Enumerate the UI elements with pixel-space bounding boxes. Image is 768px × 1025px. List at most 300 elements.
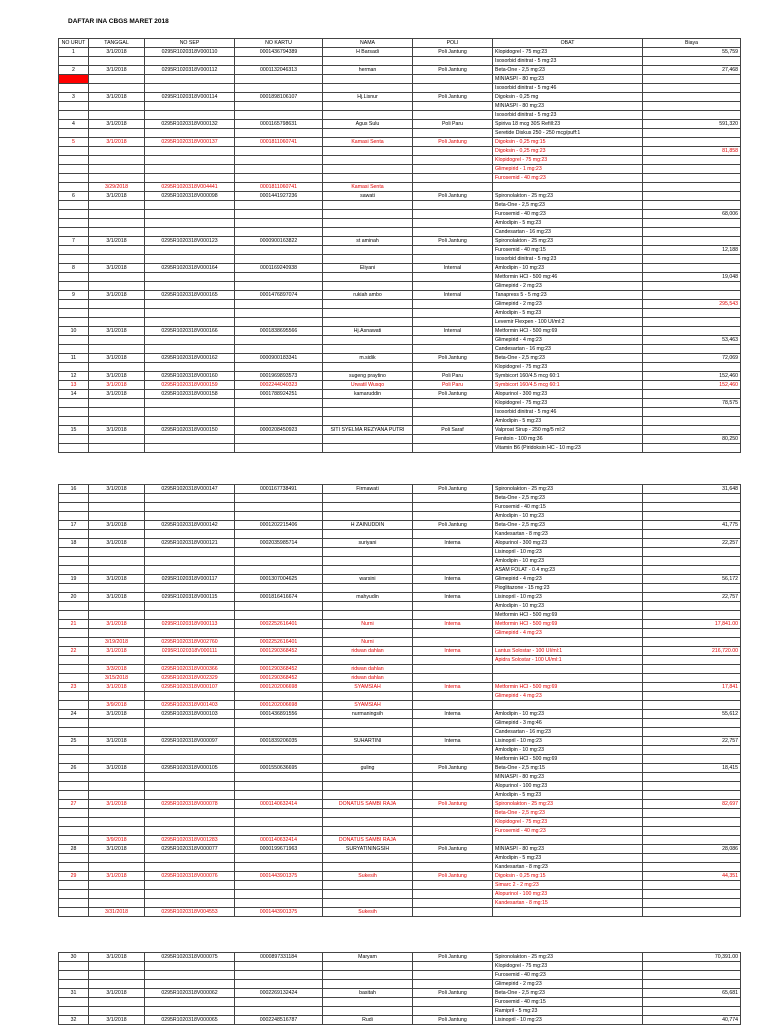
- no-kartu-cell: [235, 75, 323, 84]
- poli-cell: [413, 665, 493, 674]
- nama-cell: [323, 566, 413, 575]
- poli-cell: Internal: [413, 291, 493, 300]
- no-kartu-cell: [235, 971, 323, 980]
- no-kartu-cell: 0001290368452: [235, 647, 323, 656]
- no-kartu-cell: 0002252616401: [235, 638, 323, 647]
- obat-header: OBAT: [493, 39, 643, 48]
- biaya-cell: [643, 728, 741, 737]
- obat-cell: Furosemid - 40 mg:23: [493, 174, 643, 183]
- no-sep-cell: 0295R1020318V000115: [145, 593, 235, 602]
- tanggal-cell: [89, 818, 145, 827]
- poli-cell: [413, 494, 493, 503]
- tanggal-cell: 3/9/2018: [89, 836, 145, 845]
- no-urut-cell: [59, 201, 89, 210]
- no-kartu-cell: [235, 210, 323, 219]
- table-row: [59, 192, 741, 201]
- no-urut-cell: [59, 665, 89, 674]
- poli-cell: [413, 791, 493, 800]
- biaya-cell: 65,681: [643, 989, 741, 998]
- tanggal-cell: [89, 129, 145, 138]
- no-urut-cell: 6: [59, 192, 89, 201]
- nama-cell: sugeng praytino: [323, 372, 413, 381]
- no-kartu-cell: [235, 899, 323, 908]
- biaya-cell: [643, 836, 741, 845]
- tanggal-cell: [89, 111, 145, 120]
- no-kartu-cell: 0001788924251: [235, 390, 323, 399]
- no-sep-cell: [145, 503, 235, 512]
- tanggal-cell: 3/1/2018: [89, 485, 145, 494]
- no-urut-cell: [59, 111, 89, 120]
- nama-cell: [323, 228, 413, 237]
- biaya-cell: [643, 138, 741, 147]
- no-urut-cell: 19: [59, 575, 89, 584]
- no-urut-cell: 14: [59, 390, 89, 399]
- biaya-cell: 17,841.00: [643, 620, 741, 629]
- poli-cell: [413, 584, 493, 593]
- tanggal-cell: [89, 827, 145, 836]
- no-urut-cell: [59, 692, 89, 701]
- poli-cell: [413, 201, 493, 210]
- no-sep-cell: [145, 971, 235, 980]
- no-sep-cell: 0295R1020318V004441: [145, 183, 235, 192]
- no-urut-cell: [59, 156, 89, 165]
- biaya-cell: [643, 629, 741, 638]
- obat-cell: Furosemid - 40 mg:15: [493, 503, 643, 512]
- poli-cell: [413, 309, 493, 318]
- biaya-cell: [643, 548, 741, 557]
- nama-cell: rukiah ambo: [323, 291, 413, 300]
- obat-cell: Amlodipin - 10 mg:23: [493, 264, 643, 273]
- poli-cell: [413, 656, 493, 665]
- no-urut-cell: [59, 255, 89, 264]
- no-kartu-cell: 0001441927236: [235, 192, 323, 201]
- poli-cell: [413, 174, 493, 183]
- no-kartu-cell: [235, 998, 323, 1007]
- nama-cell: SYAMSIAH: [323, 683, 413, 692]
- no-sep-cell: [145, 629, 235, 638]
- table-row: [59, 381, 741, 390]
- table-row: [59, 539, 741, 548]
- table-row: [59, 665, 741, 674]
- no-urut-cell: [59, 318, 89, 327]
- no-urut-cell: 32: [59, 1016, 89, 1025]
- tanggal-cell: 3/1/2018: [89, 683, 145, 692]
- no-sep-cell: [145, 129, 235, 138]
- no-urut-cell: [59, 246, 89, 255]
- poli-cell: [413, 255, 493, 264]
- no-sep-cell: [145, 336, 235, 345]
- nama-cell: [323, 962, 413, 971]
- biaya-cell: [643, 692, 741, 701]
- nama-cell: [323, 174, 413, 183]
- no-urut-cell: 2: [59, 66, 89, 75]
- obat-cell: Spironolakton - 25 mg:23: [493, 237, 643, 246]
- nama-cell: [323, 773, 413, 782]
- table-row: [59, 521, 741, 530]
- biaya-cell: [643, 719, 741, 728]
- biaya-cell: 22,757: [643, 737, 741, 746]
- poli-cell: [413, 773, 493, 782]
- nama-cell: [323, 201, 413, 210]
- nama-cell: [323, 246, 413, 255]
- table-row: [59, 494, 741, 503]
- poli-cell: Poli Jantung: [413, 845, 493, 854]
- tanggal-cell: [89, 345, 145, 354]
- no-sep-cell: 0295R1020318V000078: [145, 800, 235, 809]
- obat-cell: Fenitoin - 100 mg:36: [493, 435, 643, 444]
- no-urut-cell: [59, 980, 89, 989]
- no-sep-cell: [145, 363, 235, 372]
- no-kartu-cell: [235, 854, 323, 863]
- obat-cell: Beta-One - 2,5 mg:23: [493, 989, 643, 998]
- no-urut-cell: [59, 165, 89, 174]
- obat-cell: Glimepirid - 3 mg:46: [493, 719, 643, 728]
- nama-cell: [323, 210, 413, 219]
- nama-cell: guling: [323, 764, 413, 773]
- tanggal-cell: [89, 728, 145, 737]
- obat-cell: Furosemid - 40 mg:23: [493, 210, 643, 219]
- biaya-cell: 152,460: [643, 372, 741, 381]
- poli-cell: [413, 890, 493, 899]
- biaya-cell: [643, 782, 741, 791]
- no-sep-cell: [145, 174, 235, 183]
- no-urut-cell: [59, 408, 89, 417]
- nama-cell: Maryam: [323, 953, 413, 962]
- header-row: [59, 39, 741, 48]
- tanggal-cell: 3/1/2018: [89, 845, 145, 854]
- no-sep-cell: 0295R1020318V002329: [145, 674, 235, 683]
- no-sep-cell: 0295R1020318V000164: [145, 264, 235, 273]
- tanggal-cell: 3/1/2018: [89, 66, 145, 75]
- nama-cell: [323, 557, 413, 566]
- no-urut-cell: [59, 503, 89, 512]
- poli-cell: Interna: [413, 710, 493, 719]
- biaya-cell: [643, 165, 741, 174]
- no-urut-cell: 8: [59, 264, 89, 273]
- nama-cell: SUHARTINI: [323, 737, 413, 746]
- no-kartu-cell: 0002035985714: [235, 539, 323, 548]
- obat-cell: Amlodipin - 10 mg:23: [493, 557, 643, 566]
- tanggal-cell: [89, 719, 145, 728]
- tanggal-cell: 3/1/2018: [89, 1016, 145, 1025]
- obat-cell: Amlodipin - 10 mg:23: [493, 602, 643, 611]
- no-kartu-cell: [235, 512, 323, 521]
- table-row: [59, 674, 741, 683]
- no-urut-cell: 23: [59, 683, 89, 692]
- nama-cell: Nurni: [323, 638, 413, 647]
- no-urut-cell: 13: [59, 381, 89, 390]
- biaya-cell: [643, 1007, 741, 1016]
- no-urut-cell: 21: [59, 620, 89, 629]
- tanggal-cell: [89, 791, 145, 800]
- tanggal-cell: [89, 494, 145, 503]
- nama-cell: Urwatil Wusqo: [323, 381, 413, 390]
- claims-table-3: [58, 952, 741, 1025]
- poli-cell: [413, 228, 493, 237]
- table-row: [59, 57, 741, 66]
- obat-cell: Candesartan - 16 mg:23: [493, 728, 643, 737]
- no-sep-cell: [145, 566, 235, 575]
- biaya-cell: [643, 129, 741, 138]
- no-urut-cell: 25: [59, 737, 89, 746]
- table-row: [59, 75, 741, 84]
- poli-cell: [413, 530, 493, 539]
- poli-cell: [413, 692, 493, 701]
- no-kartu-cell: [235, 980, 323, 989]
- biaya-cell: [643, 111, 741, 120]
- tanggal-cell: [89, 809, 145, 818]
- poli-cell: Poli Jantung: [413, 354, 493, 363]
- biaya-cell: 22,757: [643, 593, 741, 602]
- no-sep-cell: 0295R1020318V000123: [145, 237, 235, 246]
- biaya-cell: [643, 174, 741, 183]
- poli-cell: [413, 962, 493, 971]
- biaya-cell: [643, 557, 741, 566]
- no-sep-header: NO SEP: [145, 39, 235, 48]
- no-kartu-cell: [235, 611, 323, 620]
- no-sep-cell: 0295R1020318V000158: [145, 390, 235, 399]
- nama-cell: [323, 1007, 413, 1016]
- obat-cell: Ramipril - 5 mg:23: [493, 1007, 643, 1016]
- no-kartu-cell: 0001290368452: [235, 674, 323, 683]
- no-urut-cell: [59, 494, 89, 503]
- no-sep-cell: [145, 228, 235, 237]
- no-kartu-cell: 0001811060741: [235, 138, 323, 147]
- tanggal-cell: [89, 201, 145, 210]
- tanggal-cell: [89, 273, 145, 282]
- obat-cell: Levemir Flexpen - 100 UI/ml:2: [493, 318, 643, 327]
- tanggal-cell: [89, 228, 145, 237]
- table-row: [59, 692, 741, 701]
- poli-cell: [413, 854, 493, 863]
- poli-cell: [413, 444, 493, 453]
- biaya-cell: 591,320: [643, 120, 741, 129]
- table-row: [59, 746, 741, 755]
- biaya-cell: [643, 57, 741, 66]
- biaya-cell: [643, 327, 741, 336]
- no-sep-cell: [145, 602, 235, 611]
- no-sep-cell: [145, 282, 235, 291]
- table-row: [59, 755, 741, 764]
- biaya-cell: [643, 791, 741, 800]
- tanggal-cell: [89, 602, 145, 611]
- poli-cell: [413, 503, 493, 512]
- obat-cell: [493, 638, 643, 647]
- no-kartu-cell: [235, 318, 323, 327]
- tanggal-cell: [89, 417, 145, 426]
- no-urut-cell: 3: [59, 93, 89, 102]
- tanggal-cell: 3/1/2018: [89, 872, 145, 881]
- tanggal-cell: [89, 548, 145, 557]
- no-kartu-cell: 0001550636695: [235, 764, 323, 773]
- no-sep-cell: 0295R1020318V001403: [145, 701, 235, 710]
- poli-cell: [413, 210, 493, 219]
- biaya-cell: [643, 863, 741, 872]
- tanggal-header: TANGGAL: [89, 39, 145, 48]
- table-row: [59, 818, 741, 827]
- no-sep-cell: [145, 584, 235, 593]
- tanggal-cell: 3/1/2018: [89, 192, 145, 201]
- tanggal-cell: 3/1/2018: [89, 737, 145, 746]
- table-row: [59, 147, 741, 156]
- biaya-cell: [643, 93, 741, 102]
- poli-cell: Poli Jantung: [413, 48, 493, 57]
- no-sep-cell: [145, 692, 235, 701]
- no-urut-cell: [59, 363, 89, 372]
- no-kartu-cell: [235, 863, 323, 872]
- no-sep-cell: 0295R1020318V000114: [145, 93, 235, 102]
- nama-cell: [323, 881, 413, 890]
- biaya-cell: 12,188: [643, 246, 741, 255]
- tanggal-cell: 3/1/2018: [89, 48, 145, 57]
- biaya-cell: [643, 881, 741, 890]
- no-urut-cell: 24: [59, 710, 89, 719]
- no-urut-cell: [59, 219, 89, 228]
- obat-cell: Amlodipin - 5 mg:23: [493, 854, 643, 863]
- obat-cell: Furosemid - 40 mg:15: [493, 998, 643, 1007]
- nama-cell: SYAMSIAH: [323, 701, 413, 710]
- no-kartu-cell: [235, 129, 323, 138]
- biaya-cell: 56,172: [643, 575, 741, 584]
- no-sep-cell: 0295R1020318V002760: [145, 638, 235, 647]
- tanggal-cell: [89, 444, 145, 453]
- obat-cell: Apidra Solostar - 100 UI/ml:1: [493, 656, 643, 665]
- table-row: [59, 773, 741, 782]
- poli-cell: Poli Jantung: [413, 485, 493, 494]
- tanggal-cell: [89, 282, 145, 291]
- no-urut-cell: 1: [59, 48, 89, 57]
- no-urut-cell: 10: [59, 327, 89, 336]
- no-urut-cell: [59, 854, 89, 863]
- nama-cell: [323, 692, 413, 701]
- tanggal-cell: [89, 656, 145, 665]
- no-kartu-cell: [235, 165, 323, 174]
- table-row: [59, 66, 741, 75]
- biaya-cell: [643, 75, 741, 84]
- biaya-cell: [643, 345, 741, 354]
- no-urut-cell: [59, 773, 89, 782]
- no-kartu-cell: [235, 219, 323, 228]
- tanggal-cell: [89, 746, 145, 755]
- table-row: [59, 354, 741, 363]
- no-kartu-cell: [235, 692, 323, 701]
- tanggal-cell: 3/1/2018: [89, 800, 145, 809]
- no-sep-cell: [145, 210, 235, 219]
- no-urut-cell: 22: [59, 647, 89, 656]
- table-row: [59, 417, 741, 426]
- obat-cell: Glimepirid - 4 mg:23: [493, 692, 643, 701]
- no-sep-cell: [145, 147, 235, 156]
- no-sep-cell: [145, 890, 235, 899]
- obat-cell: Klopidogrel - 75 mg:23: [493, 818, 643, 827]
- no-urut-cell: [59, 273, 89, 282]
- obat-cell: Glimepirid - 1 mg:23: [493, 165, 643, 174]
- no-kartu-cell: [235, 201, 323, 210]
- table-row: [59, 764, 741, 773]
- no-kartu-cell: 0001202006698: [235, 701, 323, 710]
- nama-cell: [323, 755, 413, 764]
- nama-cell: SURYATININGSIH: [323, 845, 413, 854]
- no-sep-cell: [145, 84, 235, 93]
- no-sep-cell: [145, 309, 235, 318]
- table-row: [59, 566, 741, 575]
- poli-cell: Poli Paru: [413, 120, 493, 129]
- table-row: [59, 1016, 741, 1025]
- no-urut-cell: [59, 827, 89, 836]
- nama-cell: st aminah: [323, 237, 413, 246]
- nama-cell: Hj.Lisnur: [323, 93, 413, 102]
- table-row: [59, 503, 741, 512]
- no-urut-cell: [59, 129, 89, 138]
- nama-cell: ridwan dahlan: [323, 674, 413, 683]
- no-kartu-cell: [235, 408, 323, 417]
- no-sep-cell: 0295R1020318V000112: [145, 66, 235, 75]
- table-row: [59, 602, 741, 611]
- table-row: [59, 575, 741, 584]
- tanggal-cell: 3/1/2018: [89, 381, 145, 390]
- no-sep-cell: [145, 300, 235, 309]
- table-row: [59, 908, 741, 917]
- no-urut-cell: 15: [59, 426, 89, 435]
- no-kartu-cell: [235, 719, 323, 728]
- poli-cell: [413, 638, 493, 647]
- no-kartu-cell: 0001140632414: [235, 800, 323, 809]
- tanggal-cell: 3/1/2018: [89, 764, 145, 773]
- poli-cell: Poli Jantung: [413, 872, 493, 881]
- no-urut-cell: [59, 282, 89, 291]
- biaya-cell: [643, 264, 741, 273]
- no-urut-cell: [59, 782, 89, 791]
- biaya-cell: 82,697: [643, 800, 741, 809]
- biaya-cell: 81,858: [643, 147, 741, 156]
- no-kartu-header: NO KARTU: [235, 39, 323, 48]
- table-row: [59, 435, 741, 444]
- no-urut-cell: [59, 791, 89, 800]
- nama-cell: ridwan dahlan: [323, 665, 413, 674]
- table-row: [59, 363, 741, 372]
- nama-cell: [323, 282, 413, 291]
- table-row: [59, 530, 741, 539]
- no-kartu-cell: 0000900163822: [235, 237, 323, 246]
- no-urut-cell: [59, 102, 89, 111]
- table-row: [59, 791, 741, 800]
- poli-cell: [413, 836, 493, 845]
- nama-cell: [323, 890, 413, 899]
- nama-cell: basitah: [323, 989, 413, 998]
- no-kartu-cell: [235, 629, 323, 638]
- no-kartu-cell: [235, 656, 323, 665]
- biaya-cell: 55,759: [643, 48, 741, 57]
- tanggal-cell: [89, 1007, 145, 1016]
- no-sep-cell: [145, 417, 235, 426]
- obat-cell: Spironolakton - 25 mg:23: [493, 192, 643, 201]
- no-sep-cell: [145, 854, 235, 863]
- obat-cell: Beta-One - 2,5 mg:23: [493, 521, 643, 530]
- nama-cell: [323, 719, 413, 728]
- no-sep-cell: 0295R1020318V000075: [145, 953, 235, 962]
- nama-cell: DONATUS SAMBI RAJA: [323, 836, 413, 845]
- nama-cell: Kamasi Senta: [323, 138, 413, 147]
- no-urut-cell: [59, 863, 89, 872]
- no-kartu-cell: 0001436794389: [235, 48, 323, 57]
- no-kartu-cell: [235, 417, 323, 426]
- no-sep-cell: [145, 881, 235, 890]
- obat-cell: Spironolakton - 25 mg:23: [493, 485, 643, 494]
- poli-cell: [413, 908, 493, 917]
- obat-cell: Beta-One - 2,5 mg:15: [493, 764, 643, 773]
- table-row: [59, 237, 741, 246]
- obat-cell: Furosemid - 40 mg:23: [493, 827, 643, 836]
